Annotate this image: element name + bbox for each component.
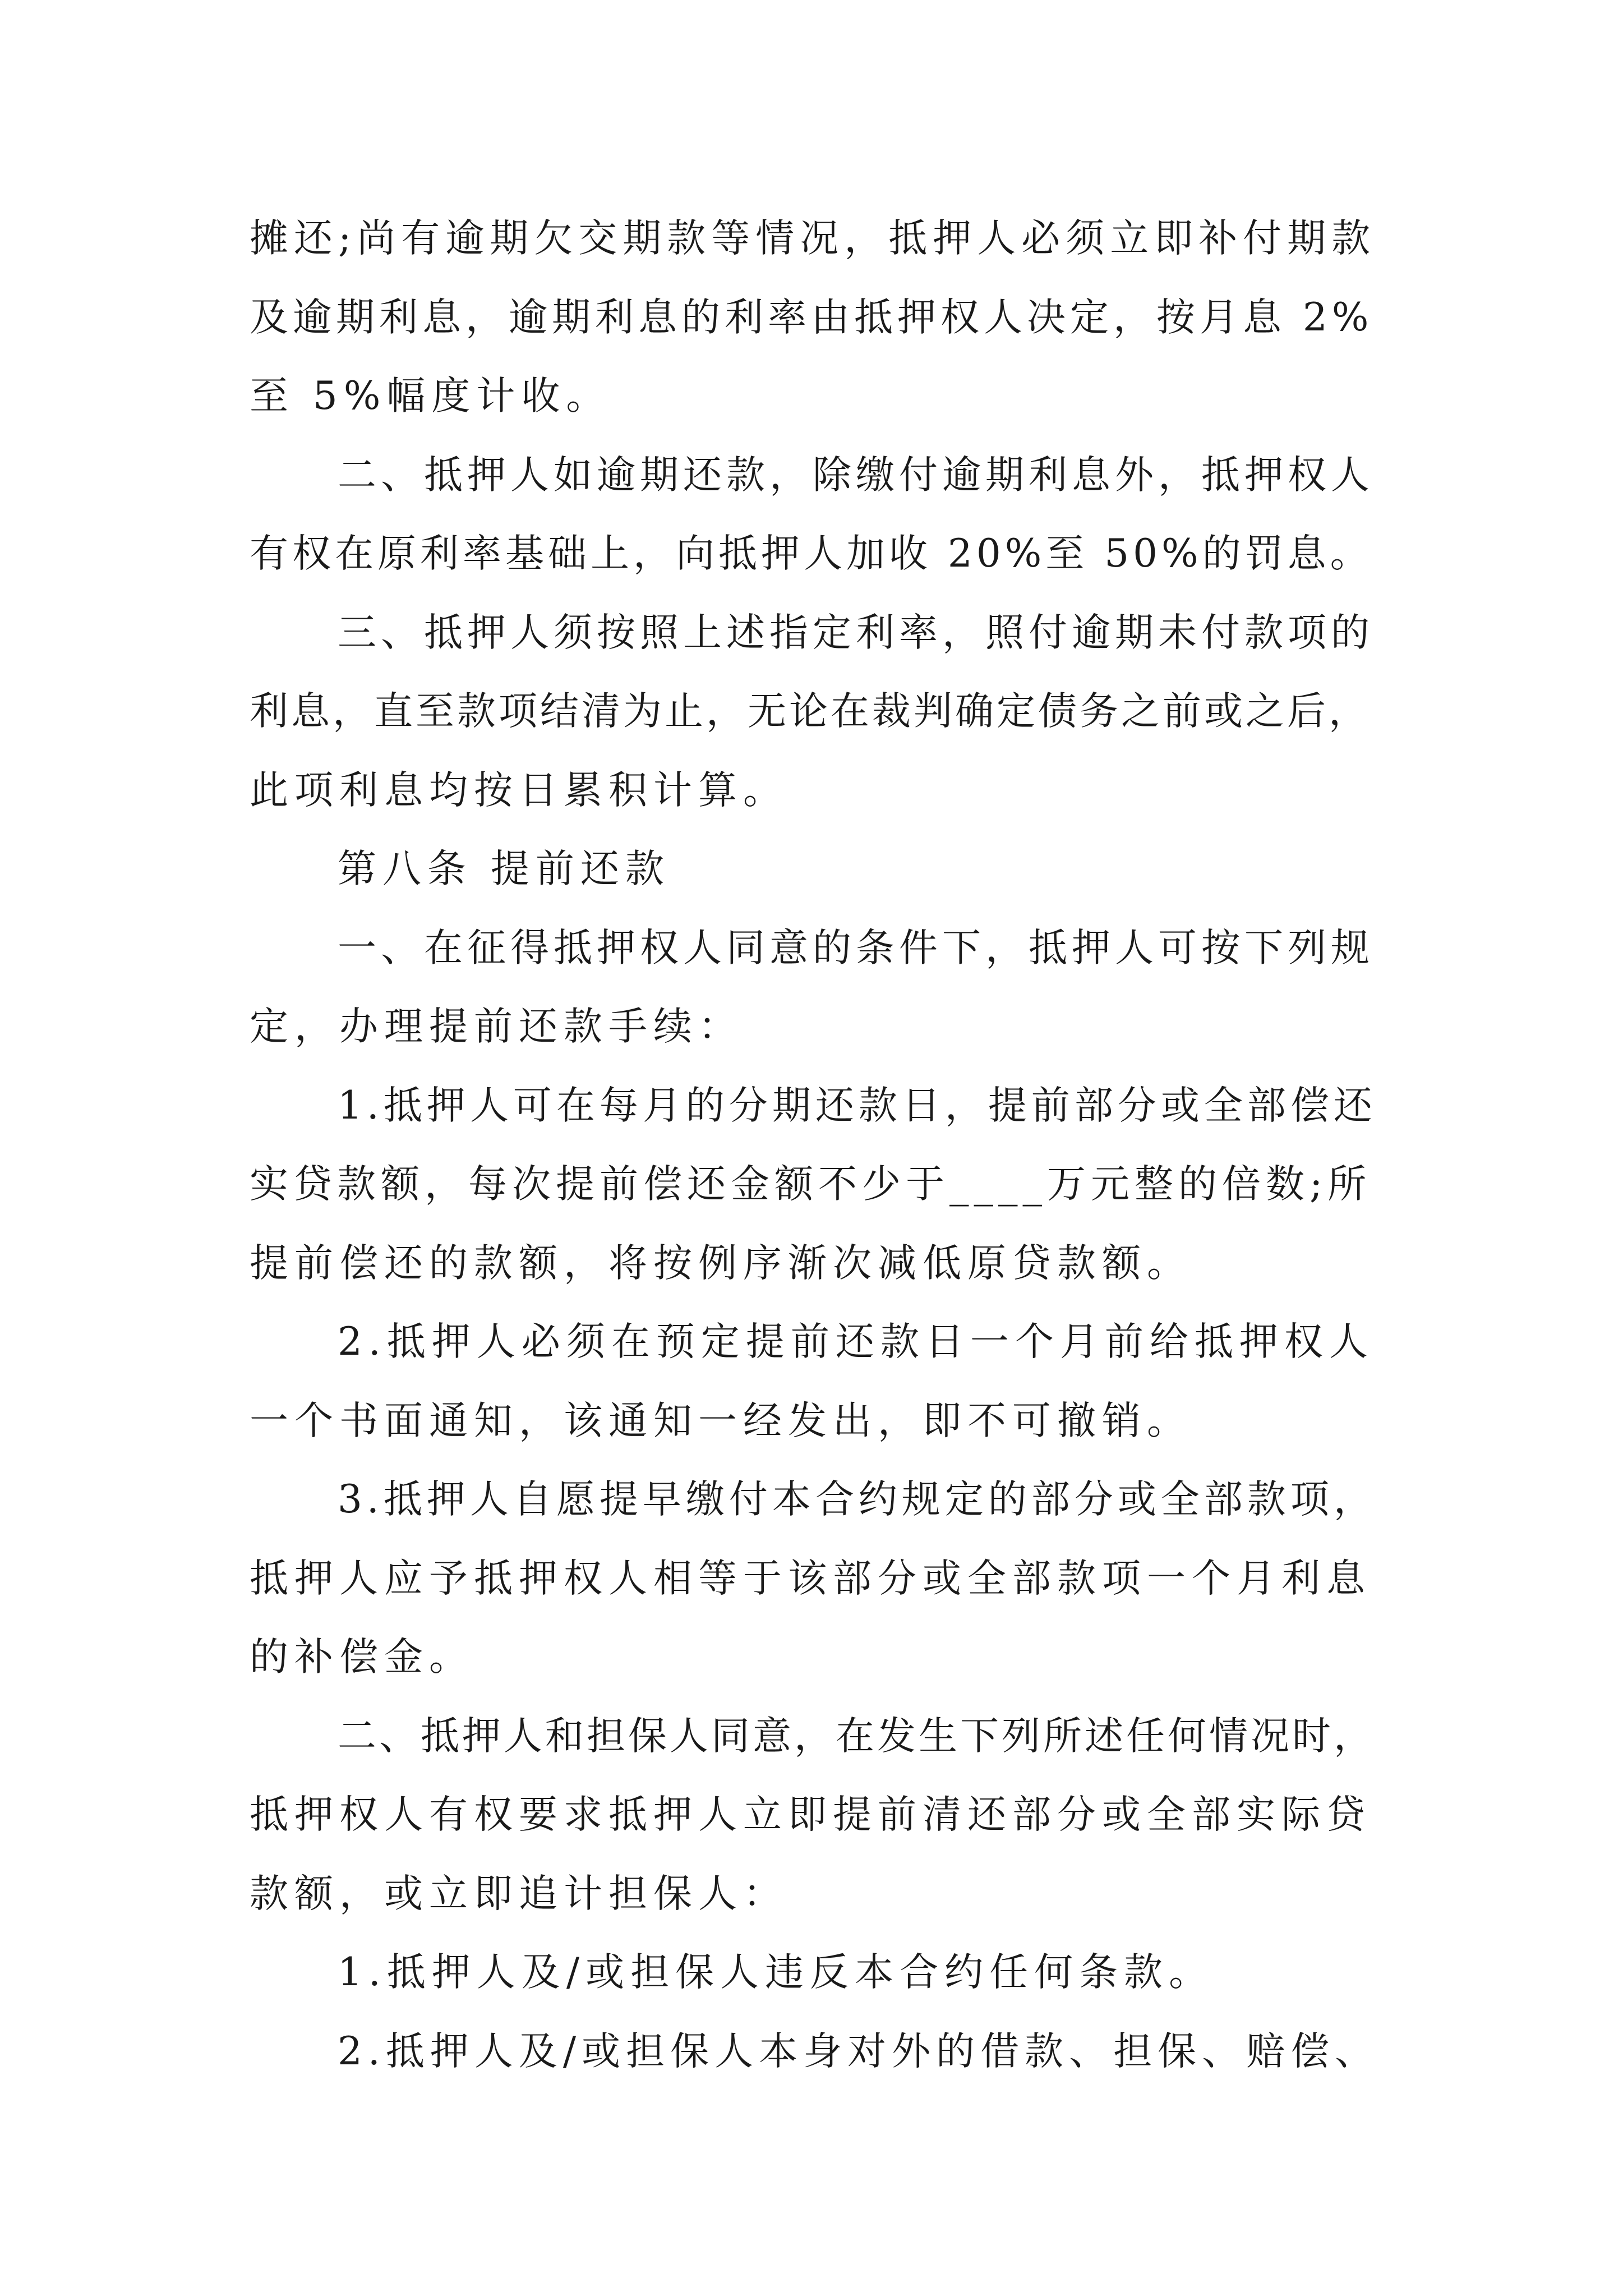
paragraph-line: 1.抵押人可在每月的分期还款日，提前部分或全部偿还: [338, 1083, 1377, 1128]
paragraph-line: 此项利息均按日累积计算。: [250, 768, 788, 813]
paragraph-line: 摊还;尚有逾期欠交期款等情况，抵押人必须立即补付期款: [250, 216, 1376, 261]
paragraph-line: 二、抵押人和担保人同意，在发生下列所述任何情况时，: [338, 1714, 1375, 1759]
paragraph-line: 一、在征得抵押权人同意的条件下，抵押人可按下列规: [338, 926, 1374, 970]
paragraph-line: 3.抵押人自愿提早缴付本合约规定的部分或全部款项，: [338, 1477, 1377, 1522]
paragraph-line: 2.抵押人及/或担保人本身对外的借款、担保、赔偿、: [338, 2029, 1380, 2074]
paragraph-line: 三、抵押人须按照上述指定利率，照付逾期未付款项的: [338, 610, 1374, 655]
paragraph-line: 的补偿金。: [250, 1635, 474, 1680]
paragraph-line: 实贷款额，每次提前偿还金额不少于____万元整的倍数;所: [250, 1162, 1372, 1207]
paragraph-line: 款额，或立即追计担保人：: [250, 1871, 788, 1916]
paragraph-line: 二、抵押人如逾期还款，除缴付逾期利息外，抵押权人: [338, 453, 1374, 498]
paragraph-line: 至 5%幅度计收。: [250, 374, 611, 418]
section-heading: 第八条 提前还款: [338, 846, 670, 891]
paragraph-line: 抵押权人有权要求抵押人立即提前清还部分或全部实际贷: [250, 1792, 1371, 1837]
paragraph-line: 2.抵押人必须在预定提前还款日一个月前给抵押权人: [338, 1319, 1374, 1364]
paragraph-line: 及逾期利息，逾期利息的利率由抵押权人决定，按月息 2%: [250, 295, 1373, 340]
paragraph-line: 提前偿还的款额，将按例序渐次减低原贷款额。: [250, 1241, 1192, 1286]
paragraph-line: 定，办理提前还款手续：: [250, 1004, 743, 1049]
paragraph-line: 一个书面通知，该通知一经发出，即不可撤销。: [250, 1398, 1192, 1443]
paragraph-line: 抵押人应予抵押权人相等于该部分或全部款项一个月利息: [250, 1556, 1371, 1601]
paragraph-line: 利息，直至款项结清为止，无论在裁判确定债务之前或之后，: [250, 689, 1370, 734]
paragraph-line: 有权在原利率基础上，向抵押人加收 20%至 50%的罚息。: [250, 531, 1373, 576]
paragraph-line: 1.抵押人及/或担保人违反本合约任何条款。: [338, 1950, 1214, 1995]
